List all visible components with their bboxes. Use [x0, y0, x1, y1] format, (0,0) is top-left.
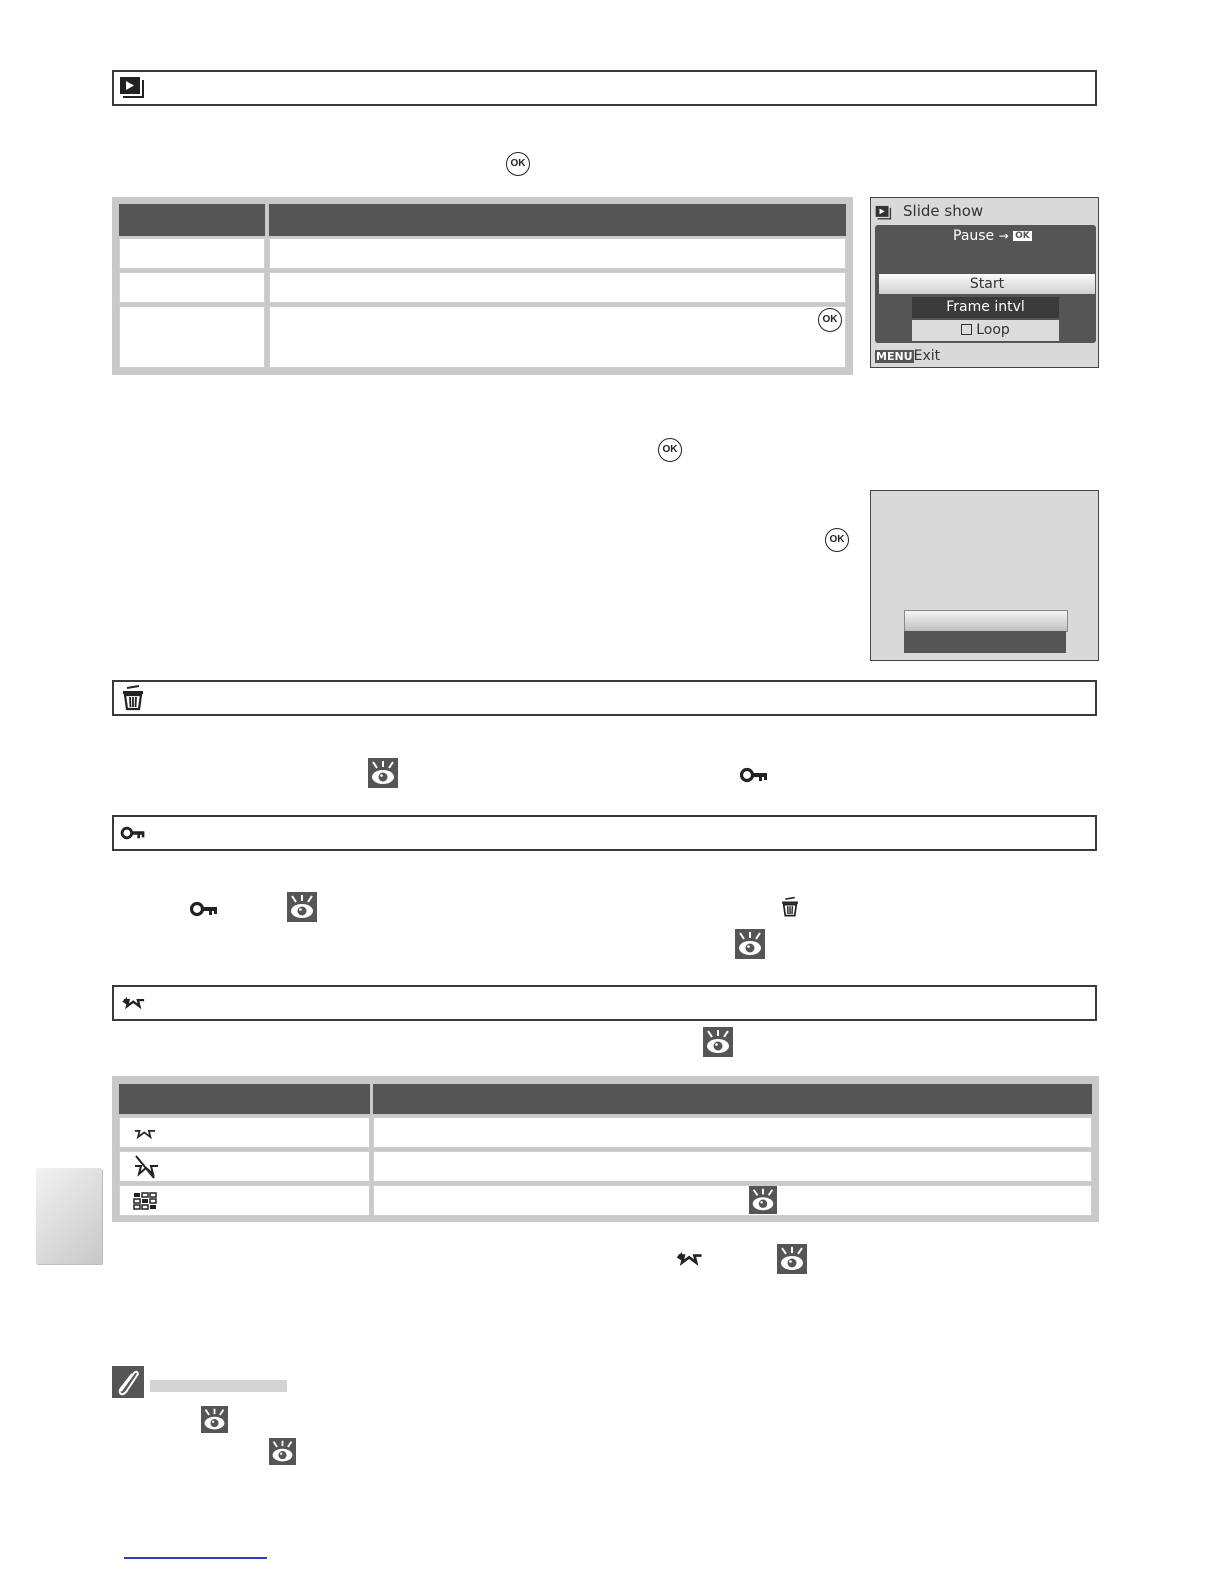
section-header-slideshow	[112, 70, 1097, 106]
no-transfer-icon	[132, 1154, 160, 1180]
eye-reference-icon	[777, 1244, 807, 1274]
ok-button-icon: OK	[506, 152, 530, 176]
transfer-options-table	[112, 1076, 1099, 1222]
note-title-bar	[150, 1380, 287, 1392]
trash-icon	[779, 894, 801, 920]
eye-reference-icon	[269, 1438, 296, 1465]
table-header-cell	[119, 204, 265, 236]
table-header-cell	[373, 1084, 1092, 1114]
pause-label: Pause	[953, 228, 995, 244]
thumbnail-grid-icon	[133, 1192, 157, 1210]
table-cell	[269, 272, 846, 303]
menu-button-glyph: MENU	[876, 350, 913, 363]
eye-reference-icon	[749, 1186, 777, 1214]
slideshow-options-table	[112, 197, 853, 375]
table-cell	[119, 272, 265, 303]
ok-button-icon: OK	[818, 308, 842, 332]
table-cell	[269, 306, 846, 368]
loop-label: Loop	[976, 322, 1010, 338]
key-icon	[119, 826, 147, 840]
footer-link-underline[interactable]	[124, 1557, 267, 1559]
menu-option-loop[interactable]	[912, 320, 1059, 341]
key-icon	[740, 767, 768, 783]
menu-option-highlighted[interactable]	[904, 610, 1068, 632]
camera-screen-pause	[870, 490, 1099, 661]
table-cell	[119, 238, 265, 269]
ok-glyph: OK	[1015, 231, 1030, 241]
table-cell	[119, 1151, 370, 1182]
transfer-icon	[676, 1252, 704, 1268]
slideshow-icon	[119, 76, 147, 100]
table-cell	[269, 238, 846, 269]
menu-exit-hint	[875, 348, 940, 364]
menu-option-start[interactable]: Start	[879, 274, 1095, 294]
table-cell	[373, 1151, 1092, 1182]
key-icon	[190, 901, 218, 917]
section-header-delete	[112, 680, 1097, 716]
table-header-cell	[269, 204, 846, 236]
table-cell	[119, 1185, 370, 1216]
table-header-cell	[119, 1084, 370, 1114]
slideshow-icon	[875, 205, 893, 221]
section-header-protect	[112, 815, 1097, 851]
transfer-icon	[132, 1127, 158, 1141]
table-cell	[119, 1117, 370, 1148]
menu-option-frame-interval[interactable]: Frame intvl	[912, 297, 1059, 318]
eye-reference-icon	[368, 758, 398, 788]
pause-hint	[953, 228, 1032, 244]
table-cell	[373, 1185, 1092, 1216]
side-tab	[36, 1168, 102, 1264]
exit-label: Exit	[913, 348, 941, 364]
camera-screen-slideshow	[870, 197, 1099, 368]
screen-title: Slide show	[903, 202, 984, 220]
eye-reference-icon	[703, 1027, 733, 1057]
arrow-right-icon: →	[998, 229, 1009, 243]
table-cell	[119, 306, 265, 368]
eye-reference-icon	[201, 1406, 228, 1433]
eye-reference-icon	[735, 929, 765, 959]
pencil-note-icon	[112, 1366, 144, 1398]
trash-icon	[119, 684, 147, 712]
ok-button-icon: OK	[825, 528, 849, 552]
section-header-transfer	[112, 985, 1097, 1021]
eye-reference-icon	[287, 892, 317, 922]
menu-option[interactable]	[904, 631, 1066, 653]
ok-button-icon: OK	[658, 438, 682, 462]
loop-checkbox[interactable]	[961, 324, 972, 335]
table-cell	[373, 1117, 1092, 1148]
transfer-icon	[119, 997, 149, 1011]
